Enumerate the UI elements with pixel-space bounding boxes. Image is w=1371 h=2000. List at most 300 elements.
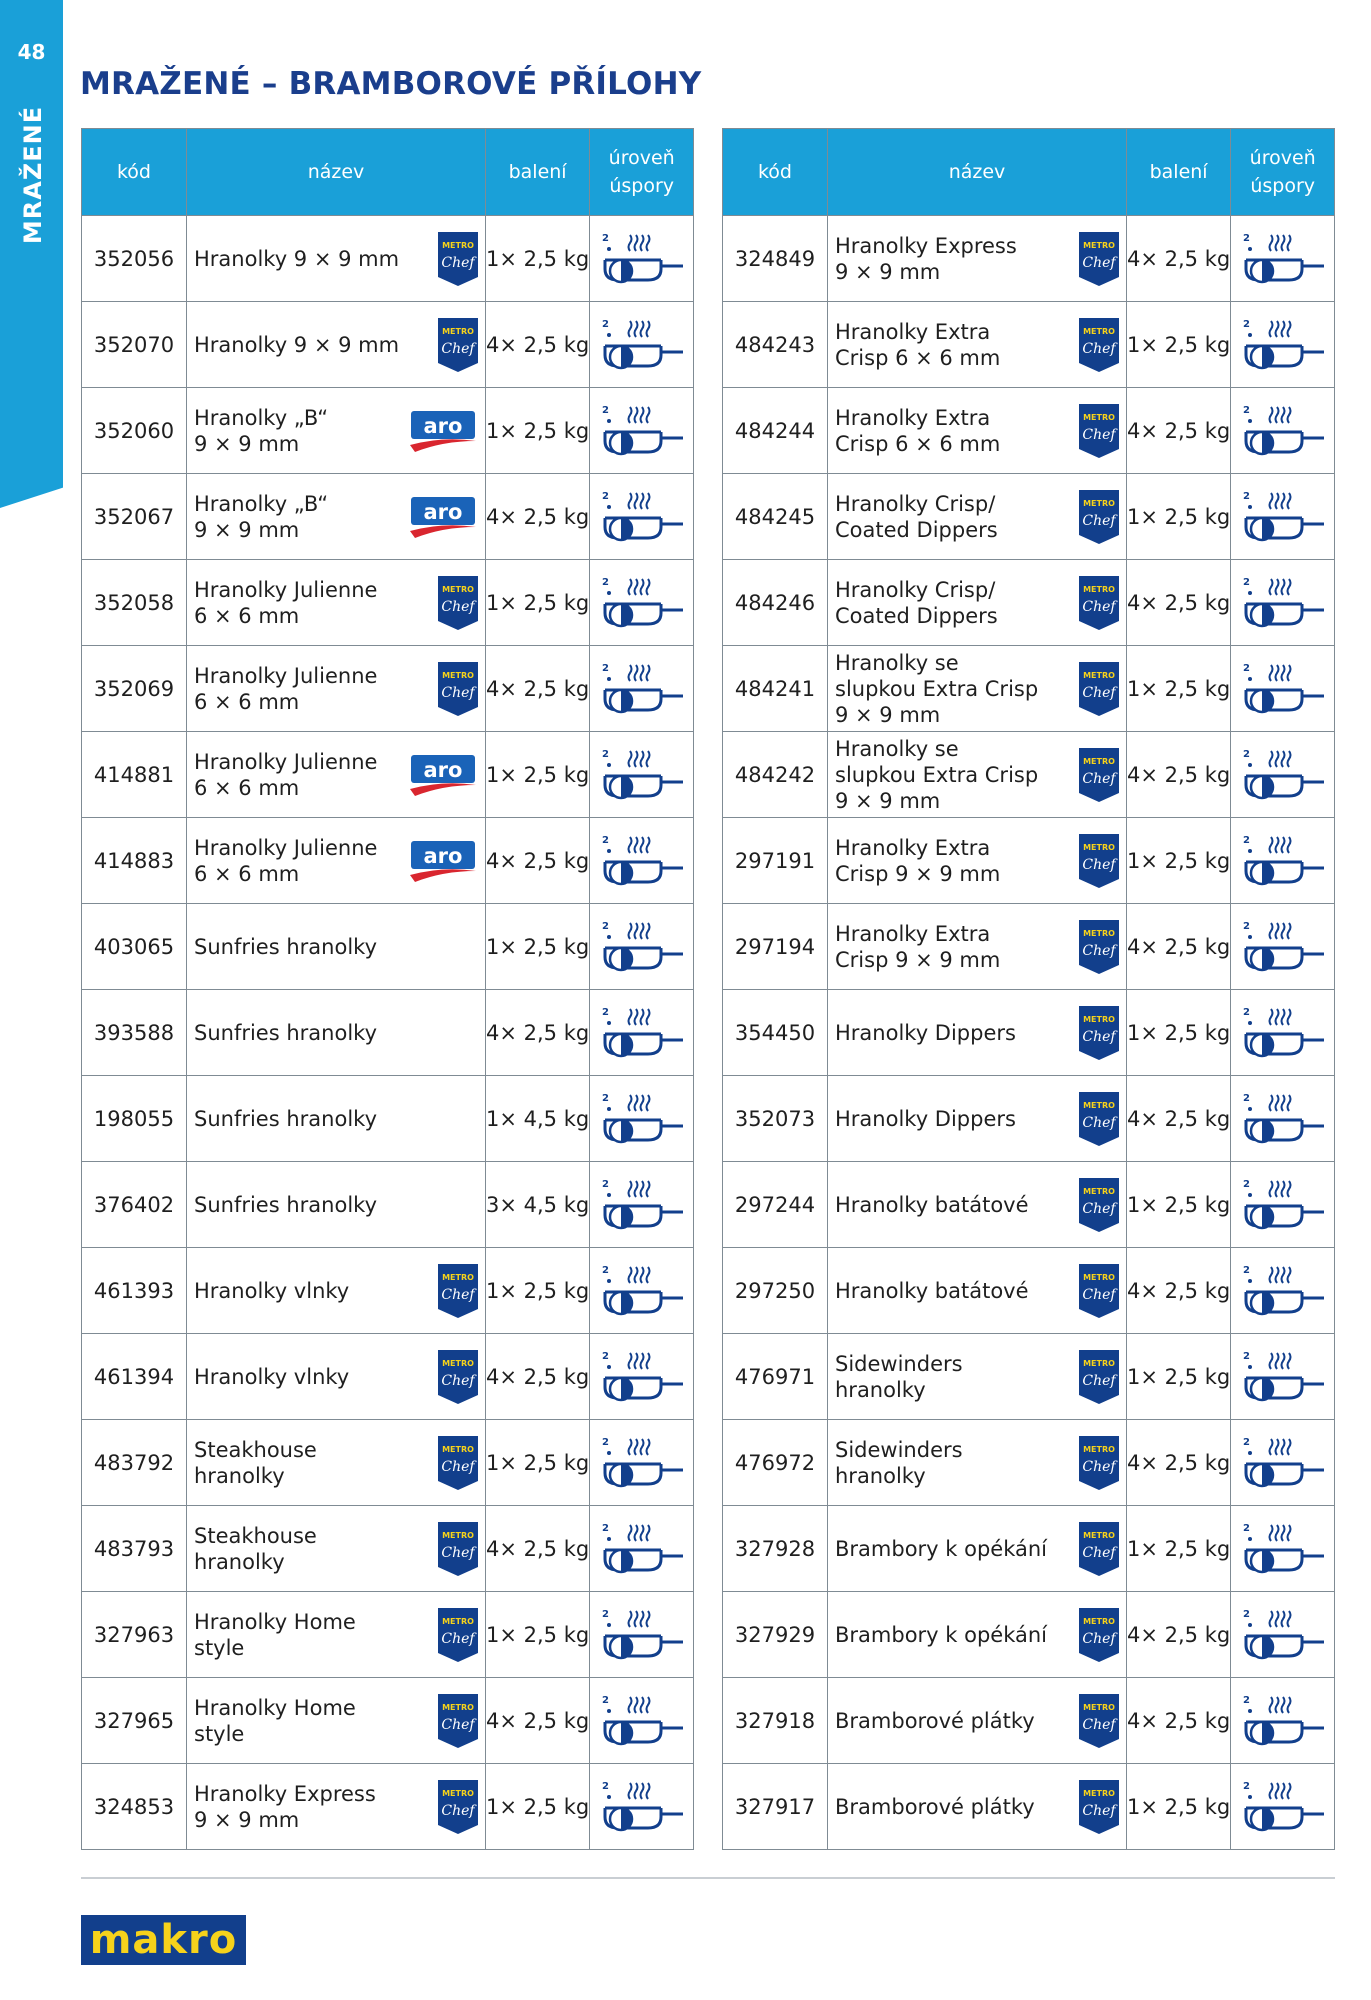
- table-row: [723, 646, 1335, 732]
- product-name: Hranolky Dippers: [835, 1020, 1016, 1045]
- savings-level-label: 2: [601, 1436, 609, 1448]
- product-pack: 4× 2,5 kg: [1127, 560, 1231, 646]
- footer-divider: [81, 1877, 1335, 1879]
- product-name-cell: [828, 216, 1127, 302]
- product-name: Sunfries hranolky: [194, 1106, 377, 1131]
- product-savings: [1231, 1248, 1335, 1334]
- product-name: Hranolky Extra Crisp 9 × 9 mm: [835, 921, 1001, 972]
- product-code: 352060: [82, 388, 187, 474]
- table-row: [723, 1248, 1335, 1334]
- product-pack: 1× 2,5 kg: [1127, 474, 1231, 560]
- savings-level-label: 2: [601, 1092, 609, 1104]
- pan-steam-icon: [1240, 1004, 1326, 1062]
- metro-chef-logo: [1078, 919, 1120, 975]
- pan-steam-icon: [599, 1606, 685, 1664]
- pan-steam-icon: [599, 402, 685, 460]
- pan-steam-icon: [1240, 1434, 1326, 1492]
- product-name: Hranolky Home style: [194, 1609, 356, 1660]
- product-savings: [590, 216, 694, 302]
- product-name-wrap: [187, 661, 485, 717]
- product-code: 484242: [723, 732, 828, 818]
- metro-chef-logo-top-text: METRO: [442, 1272, 474, 1282]
- metro-chef-logo-bottom-text: Chef: [1082, 1028, 1116, 1045]
- pan-steam-icon: [1240, 918, 1326, 976]
- table-row: [82, 904, 694, 990]
- metro-chef-logo: [1078, 1607, 1120, 1663]
- metro-chef-logo-bottom-text: Chef: [1082, 1286, 1116, 1303]
- header-name: název: [187, 129, 486, 216]
- metro-chef-logo-bottom-text: Chef: [1082, 598, 1116, 615]
- savings-level-label: 2: [1242, 490, 1250, 502]
- product-code: 484246: [723, 560, 828, 646]
- product-name: Hranolky Home style: [194, 1695, 356, 1746]
- product-pack: 1× 2,5 kg: [486, 1248, 590, 1334]
- product-savings: [590, 1248, 694, 1334]
- product-code: 352058: [82, 560, 187, 646]
- product-savings: [590, 1764, 694, 1850]
- product-name: Sunfries hranolky: [194, 934, 377, 959]
- product-code: 352069: [82, 646, 187, 732]
- product-savings: [590, 1076, 694, 1162]
- table-row: [723, 1420, 1335, 1506]
- metro-chef-logo-top-text: METRO: [1083, 670, 1115, 680]
- savings-level-label: 2: [601, 318, 609, 330]
- product-code: 393588: [82, 990, 187, 1076]
- pan-steam-icon: [1240, 746, 1326, 804]
- metro-chef-logo: [437, 1607, 479, 1663]
- product-savings: [590, 560, 694, 646]
- product-name-wrap: [828, 1349, 1126, 1405]
- product-pack: 1× 2,5 kg: [486, 1764, 590, 1850]
- product-name-cell: [187, 1506, 486, 1592]
- product-savings: [590, 1334, 694, 1420]
- product-savings: [1231, 1506, 1335, 1592]
- table-row: [723, 1076, 1335, 1162]
- product-savings: [1231, 474, 1335, 560]
- savings-level-label: 2: [1242, 748, 1250, 760]
- product-name-cell: [187, 1678, 486, 1764]
- product-pack: 4× 2,5 kg: [1127, 732, 1231, 818]
- savings-level-label: 2: [1242, 834, 1250, 846]
- savings-level-label: 2: [1242, 1092, 1250, 1104]
- product-code: 324849: [723, 216, 828, 302]
- product-name-cell: [187, 1592, 486, 1678]
- metro-chef-logo-top-text: METRO: [1083, 1100, 1115, 1110]
- product-name-cell: [187, 990, 486, 1076]
- product-savings: [1231, 1592, 1335, 1678]
- table-row: [82, 1420, 694, 1506]
- aro-logo: [407, 838, 479, 884]
- metro-chef-logo-bottom-text: Chef: [1082, 1630, 1116, 1647]
- table-row: [723, 1162, 1335, 1248]
- product-name-wrap: [828, 833, 1126, 889]
- section-tab: [0, 0, 63, 508]
- metro-chef-logo-top-text: METRO: [442, 1788, 474, 1798]
- product-pack: 4× 2,5 kg: [1127, 1248, 1231, 1334]
- product-name-cell: [828, 302, 1127, 388]
- metro-chef-logo-bottom-text: Chef: [441, 1716, 475, 1733]
- aro-logo: [407, 408, 479, 454]
- header-savings: [1231, 129, 1335, 216]
- product-name: Hranolky „B“ 9 × 9 mm: [194, 491, 329, 542]
- pan-steam-icon: [599, 1004, 685, 1062]
- table-row: [82, 474, 694, 560]
- product-name-wrap: [828, 1091, 1126, 1147]
- metro-chef-logo-bottom-text: Chef: [1082, 1544, 1116, 1561]
- savings-level-label: 2: [1242, 1522, 1250, 1534]
- product-name-wrap: [828, 1779, 1126, 1835]
- product-pack: 4× 2,5 kg: [486, 1334, 590, 1420]
- table-row: [723, 388, 1335, 474]
- savings-level-label: 2: [1242, 404, 1250, 416]
- page-title: MRAŽENÉ – BRAMBOROVÉ PŘÍLOHY: [80, 66, 702, 102]
- product-pack: 1× 2,5 kg: [1127, 1506, 1231, 1592]
- metro-chef-logo: [437, 575, 479, 631]
- table-row: [82, 388, 694, 474]
- product-name: Hranolky 9 × 9 mm: [194, 246, 400, 271]
- product-name-wrap: [187, 1192, 485, 1218]
- metro-chef-logo: [1078, 833, 1120, 889]
- product-pack: 1× 2,5 kg: [486, 904, 590, 990]
- product-name-wrap: [828, 1607, 1126, 1663]
- metro-chef-logo-top-text: METRO: [1083, 928, 1115, 938]
- product-pack: 1× 2,5 kg: [486, 732, 590, 818]
- metro-chef-logo-bottom-text: Chef: [441, 1458, 475, 1475]
- metro-chef-logo-top-text: METRO: [1083, 842, 1115, 852]
- product-name: Hranolky Extra Crisp 9 × 9 mm: [835, 835, 1001, 886]
- savings-level-label: 2: [1242, 662, 1250, 674]
- aro-logo: [407, 494, 479, 540]
- product-name: Steakhouse hranolky: [194, 1523, 317, 1574]
- product-name-wrap: [828, 231, 1126, 287]
- product-name-wrap: [187, 1106, 485, 1132]
- product-name-cell: [828, 1592, 1127, 1678]
- savings-level-label: 2: [1242, 1178, 1250, 1190]
- metro-chef-logo: [1078, 1693, 1120, 1749]
- product-name-wrap: [187, 405, 485, 457]
- pan-steam-icon: [1240, 230, 1326, 288]
- metro-chef-logo: [1078, 1177, 1120, 1233]
- savings-level-label: 2: [601, 662, 609, 674]
- product-name-wrap: [828, 1263, 1126, 1319]
- pan-steam-icon: [599, 574, 685, 632]
- savings-level-label: 2: [1242, 318, 1250, 330]
- product-pack: 4× 2,5 kg: [1127, 388, 1231, 474]
- product-pack: 1× 2,5 kg: [486, 560, 590, 646]
- metro-chef-logo: [1078, 1349, 1120, 1405]
- metro-chef-logo: [437, 661, 479, 717]
- metro-chef-logo-top-text: METRO: [1083, 756, 1115, 766]
- pan-steam-icon: [599, 1434, 685, 1492]
- savings-level-label: 2: [1242, 1780, 1250, 1792]
- header-pack: balení: [486, 129, 590, 216]
- metro-chef-logo-bottom-text: Chef: [1082, 856, 1116, 873]
- metro-chef-logo-top-text: METRO: [442, 1616, 474, 1626]
- product-name-cell: [828, 560, 1127, 646]
- product-name: Hranolky 9 × 9 mm: [194, 332, 400, 357]
- metro-chef-logo: [1078, 1263, 1120, 1319]
- product-name: Bramborové plátky: [835, 1708, 1035, 1733]
- product-code: 476971: [723, 1334, 828, 1420]
- pan-steam-icon: [599, 1778, 685, 1836]
- savings-level-label: 2: [601, 834, 609, 846]
- product-name-wrap: [828, 575, 1126, 631]
- savings-level-label: 2: [601, 1608, 609, 1620]
- metro-chef-logo-bottom-text: Chef: [1082, 1458, 1116, 1475]
- product-savings: [1231, 646, 1335, 732]
- pan-steam-icon: [599, 832, 685, 890]
- savings-level-label: 2: [601, 404, 609, 416]
- product-name-cell: [187, 216, 486, 302]
- metro-chef-logo-top-text: METRO: [442, 1358, 474, 1368]
- product-name-cell: [828, 1506, 1127, 1592]
- product-code: 327963: [82, 1592, 187, 1678]
- product-name: Hranolky Julienne 6 × 6 mm: [194, 663, 378, 714]
- product-code: 198055: [82, 1076, 187, 1162]
- product-table-right: [722, 128, 1335, 1850]
- product-name-cell: [187, 1076, 486, 1162]
- pan-steam-icon: [599, 746, 685, 804]
- product-savings: [590, 646, 694, 732]
- product-savings: [590, 1506, 694, 1592]
- table-row: [82, 1764, 694, 1850]
- savings-level-label: 2: [601, 232, 609, 244]
- pan-steam-icon: [599, 488, 685, 546]
- product-savings: [1231, 388, 1335, 474]
- product-savings: [1231, 1076, 1335, 1162]
- savings-level-label: 2: [1242, 1436, 1250, 1448]
- aro-logo-text: aro: [423, 413, 463, 438]
- product-name-cell: [187, 1162, 486, 1248]
- product-name-cell: [828, 1076, 1127, 1162]
- metro-chef-logo: [1078, 317, 1120, 373]
- product-pack: 4× 2,5 kg: [1127, 1076, 1231, 1162]
- table-row: [723, 1506, 1335, 1592]
- table-row: [82, 1678, 694, 1764]
- product-name-cell: [828, 732, 1127, 818]
- product-pack: 4× 2,5 kg: [1127, 1678, 1231, 1764]
- table-row: [82, 990, 694, 1076]
- metro-chef-logo-bottom-text: Chef: [1082, 942, 1116, 959]
- table-header-row: [82, 129, 694, 216]
- pan-steam-icon: [1240, 1262, 1326, 1320]
- product-name-wrap: [187, 231, 485, 287]
- pan-steam-icon: [599, 1348, 685, 1406]
- product-savings: [1231, 1162, 1335, 1248]
- metro-chef-logo-bottom-text: Chef: [1082, 426, 1116, 443]
- product-savings: [590, 990, 694, 1076]
- pan-steam-icon: [599, 1090, 685, 1148]
- product-pack: 4× 2,5 kg: [486, 1506, 590, 1592]
- product-pack: 4× 2,5 kg: [486, 818, 590, 904]
- metro-chef-logo-top-text: METRO: [1083, 1530, 1115, 1540]
- savings-level-label: 2: [601, 1694, 609, 1706]
- metro-chef-logo: [437, 1779, 479, 1835]
- product-pack: 4× 2,5 kg: [1127, 904, 1231, 990]
- metro-chef-logo: [1078, 661, 1120, 717]
- metro-chef-logo-bottom-text: Chef: [1082, 340, 1116, 357]
- table-row: [82, 1506, 694, 1592]
- product-name-wrap: [187, 1521, 485, 1577]
- product-savings: [1231, 990, 1335, 1076]
- metro-chef-logo-top-text: METRO: [1083, 1788, 1115, 1798]
- product-pack: 1× 2,5 kg: [1127, 818, 1231, 904]
- pan-steam-icon: [599, 1262, 685, 1320]
- savings-level-label: 2: [1242, 232, 1250, 244]
- header-savings-line2: úspory: [1250, 175, 1316, 197]
- product-pack: 1× 2,5 kg: [486, 388, 590, 474]
- product-name-cell: [828, 1764, 1127, 1850]
- product-name: Hranolky Express 9 × 9 mm: [835, 233, 1017, 284]
- product-code: 327929: [723, 1592, 828, 1678]
- metro-chef-logo: [437, 1263, 479, 1319]
- pan-steam-icon: [599, 316, 685, 374]
- product-name-cell: [828, 1678, 1127, 1764]
- metro-chef-logo: [1078, 489, 1120, 545]
- savings-level-label: 2: [1242, 1006, 1250, 1018]
- product-name: Hranolky Extra Crisp 6 × 6 mm: [835, 405, 1001, 456]
- table-row: [82, 216, 694, 302]
- section-tab-label: MRAŽENÉ: [19, 105, 47, 245]
- product-name: Steakhouse hranolky: [194, 1437, 317, 1488]
- header-savings-line1: úroveň: [1249, 147, 1316, 169]
- product-name: Hranolky Julienne 6 × 6 mm: [194, 835, 378, 886]
- table-row: [82, 1334, 694, 1420]
- product-name: Hranolky Julienne 6 × 6 mm: [194, 577, 378, 628]
- product-name: Hranolky vlnky: [194, 1364, 350, 1389]
- product-code: 352073: [723, 1076, 828, 1162]
- savings-level-label: 2: [1242, 1350, 1250, 1362]
- product-name-wrap: [187, 1435, 485, 1491]
- product-name-cell: [187, 646, 486, 732]
- table-row: [723, 474, 1335, 560]
- product-name-wrap: [187, 835, 485, 887]
- product-pack: 1× 2,5 kg: [486, 1420, 590, 1506]
- product-code: 327928: [723, 1506, 828, 1592]
- product-pack: 4× 2,5 kg: [486, 990, 590, 1076]
- table-row: [82, 818, 694, 904]
- metro-chef-logo-top-text: METRO: [1083, 240, 1115, 250]
- product-name-wrap: [828, 919, 1126, 975]
- product-pack: 4× 2,5 kg: [1127, 216, 1231, 302]
- metro-chef-logo: [437, 231, 479, 287]
- pan-steam-icon: [599, 1176, 685, 1234]
- product-name: Hranolky batátové: [835, 1278, 1029, 1303]
- metro-chef-logo-top-text: METRO: [1083, 1272, 1115, 1282]
- product-name: Sidewinders hranolky: [835, 1351, 963, 1402]
- metro-chef-logo-bottom-text: Chef: [441, 1372, 475, 1389]
- metro-chef-logo: [437, 317, 479, 373]
- product-name: Hranolky se slupkou Extra Crisp 9 × 9 mm: [835, 650, 1039, 727]
- product-pack: 4× 2,5 kg: [486, 646, 590, 732]
- product-name-cell: [187, 1764, 486, 1850]
- product-name: Sunfries hranolky: [194, 1020, 377, 1045]
- table-row: [723, 1334, 1335, 1420]
- product-name-cell: [828, 388, 1127, 474]
- product-name: Hranolky Crisp/ Coated Dippers: [835, 577, 998, 628]
- metro-chef-logo-top-text: METRO: [442, 1530, 474, 1540]
- product-savings: [1231, 1420, 1335, 1506]
- table-row: [723, 904, 1335, 990]
- product-code: 403065: [82, 904, 187, 990]
- table-row: [723, 1678, 1335, 1764]
- product-code: 476972: [723, 1420, 828, 1506]
- pan-steam-icon: [1240, 832, 1326, 890]
- product-name-wrap: [187, 1607, 485, 1663]
- metro-chef-logo-bottom-text: Chef: [1082, 684, 1116, 701]
- savings-level-label: 2: [601, 920, 609, 932]
- product-savings: [1231, 904, 1335, 990]
- metro-chef-logo-top-text: METRO: [1083, 498, 1115, 508]
- product-pack: 1× 2,5 kg: [1127, 1764, 1231, 1850]
- savings-level-label: 2: [1242, 576, 1250, 588]
- product-savings: [1231, 216, 1335, 302]
- product-pack: 3× 4,5 kg: [486, 1162, 590, 1248]
- savings-level-label: 2: [1242, 920, 1250, 932]
- pan-steam-icon: [1240, 316, 1326, 374]
- pan-steam-icon: [599, 918, 685, 976]
- product-code: 352070: [82, 302, 187, 388]
- aro-logo-text: aro: [423, 757, 463, 782]
- product-name-cell: [187, 818, 486, 904]
- product-name: Hranolky Dippers: [835, 1106, 1016, 1131]
- product-code: 352056: [82, 216, 187, 302]
- product-code: 324853: [82, 1764, 187, 1850]
- metro-chef-logo-top-text: METRO: [442, 240, 474, 250]
- aro-logo-text: aro: [423, 499, 463, 524]
- product-savings: [1231, 732, 1335, 818]
- page-number: 48: [17, 40, 46, 64]
- metro-chef-logo-bottom-text: Chef: [1082, 1114, 1116, 1131]
- product-pack: 1× 2,5 kg: [486, 216, 590, 302]
- product-table-left: [81, 128, 694, 1850]
- product-code: 327918: [723, 1678, 828, 1764]
- savings-level-label: 2: [601, 748, 609, 760]
- product-name: Hranolky se slupkou Extra Crisp 9 × 9 mm: [835, 736, 1039, 813]
- product-name-cell: [828, 474, 1127, 560]
- table-row: [723, 990, 1335, 1076]
- table-row: [82, 732, 694, 818]
- product-name-cell: [187, 1248, 486, 1334]
- metro-chef-logo-top-text: METRO: [1083, 1358, 1115, 1368]
- product-name-cell: [828, 904, 1127, 990]
- product-name-cell: [828, 1162, 1127, 1248]
- product-name-cell: [187, 302, 486, 388]
- product-name: Brambory k opékání: [835, 1536, 1048, 1561]
- product-code: 483793: [82, 1506, 187, 1592]
- product-name-wrap: [828, 489, 1126, 545]
- table-row: [82, 560, 694, 646]
- metro-chef-logo: [1078, 1435, 1120, 1491]
- metro-chef-logo-bottom-text: Chef: [1082, 512, 1116, 529]
- metro-chef-logo: [1078, 747, 1120, 803]
- product-code: 484241: [723, 646, 828, 732]
- savings-level-label: 2: [601, 576, 609, 588]
- pan-steam-icon: [1240, 660, 1326, 718]
- pan-steam-icon: [1240, 1090, 1326, 1148]
- product-savings: [590, 302, 694, 388]
- table-row: [723, 216, 1335, 302]
- table-row: [82, 1162, 694, 1248]
- product-name-cell: [187, 732, 486, 818]
- metro-chef-logo: [1078, 1005, 1120, 1061]
- product-pack: 1× 2,5 kg: [486, 1592, 590, 1678]
- savings-level-label: 2: [601, 490, 609, 502]
- product-name-wrap: [187, 491, 485, 543]
- product-name: Hranolky Crisp/ Coated Dippers: [835, 491, 998, 542]
- product-name-wrap: [187, 1263, 485, 1319]
- product-savings: [590, 732, 694, 818]
